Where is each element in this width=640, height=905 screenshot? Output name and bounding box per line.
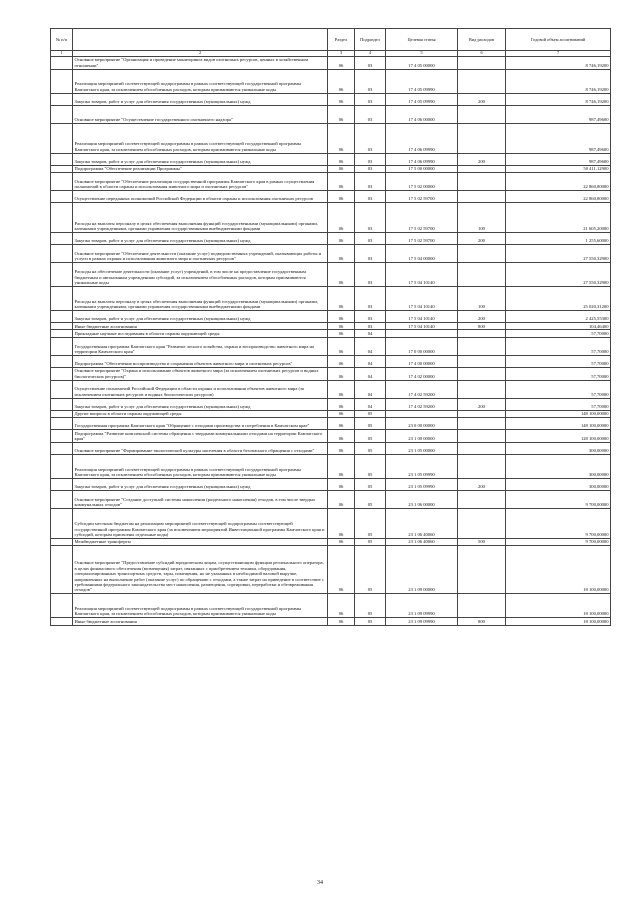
num-cell: [51, 337, 73, 355]
name-cell: Иные бюджетные ассигнования: [73, 323, 328, 330]
expense-cell: 800: [458, 618, 506, 625]
table-row: [51, 508, 611, 538]
amount-cell: 57,70000: [506, 380, 611, 398]
table-row: [51, 323, 611, 330]
podrazdel-cell: 04: [355, 355, 386, 367]
amount-cell: 9 700,00000: [506, 490, 611, 508]
expense-cell: [458, 191, 506, 203]
table-row: [51, 454, 611, 478]
name-cell: Реализация мероприятий соответствующей подпрограммы в рамках соответствующей государственной программы Камчатского края, за исключением обособленных расходов, которым присваиваются уникальные коды: [73, 69, 328, 93]
razdel-cell: 06: [328, 380, 355, 398]
podrazdel-cell: 03: [355, 191, 386, 203]
table-row: [51, 173, 611, 191]
razdel-cell: 06: [328, 538, 355, 545]
amount-cell: 128 100,00000: [506, 430, 611, 443]
razdel-cell: 06: [328, 123, 355, 153]
document-page: [50, 28, 610, 626]
razdel-cell: 06: [328, 442, 355, 454]
razdel-cell: 06: [328, 203, 355, 233]
name-cell: Реализация мероприятий соответствующей подпрограммы в рамках соответствующей государственной программы Камчатского края, за исключением обособленных расходов, которым присваиваются уникальные коды: [73, 454, 328, 478]
podrazdel-cell: 05: [355, 538, 386, 545]
razdel-cell: 06: [328, 508, 355, 538]
num-cell: [51, 508, 73, 538]
expense-cell: 800: [458, 323, 506, 330]
target-cell: 23 1 06 40060: [386, 538, 458, 545]
name-cell: Расходы на выплаты персоналу в целях обеспечения выполнения функций государственными (муниципальными) органами, казенными учреждениями, органами управления государственными внебюджетными фондами: [73, 287, 328, 311]
target-cell: 17 5 04 10140: [386, 323, 458, 330]
header-expense: Вид расходов: [458, 29, 506, 51]
podrazdel-cell: 05: [355, 454, 386, 478]
expense-cell: 200: [458, 153, 506, 165]
razdel-cell: 06: [328, 69, 355, 93]
name-cell: Прикладные научные исследования в области охраны окружающей среды: [73, 330, 328, 337]
name-cell: Межбюджетные трансферты: [73, 538, 328, 545]
header-podrazdel: Подраздел: [355, 29, 386, 51]
razdel-cell: 06: [328, 56, 355, 69]
amount-cell: 50 411,12900: [506, 165, 611, 172]
podrazdel-cell: 05: [355, 546, 386, 594]
target-cell: 17 5 00 00000: [386, 165, 458, 172]
podrazdel-cell: 03: [355, 173, 386, 191]
target-cell: 17 4 05 09990: [386, 69, 458, 93]
target-cell: 17 5 04 10140: [386, 311, 458, 323]
expense-cell: [458, 56, 506, 69]
table-row: [51, 490, 611, 508]
name-cell: Осуществление переданных полномочий Российской Федерации в области охраны и использования охотничьих ресурсов: [73, 191, 328, 203]
expense-cell: 100: [458, 203, 506, 233]
amount-cell: 57,70000: [506, 398, 611, 410]
expense-cell: [458, 330, 506, 337]
podrazdel-cell: 05: [355, 594, 386, 618]
amount-cell: 27 550,32900: [506, 263, 611, 287]
num-cell: [51, 330, 73, 337]
table-row: [51, 105, 611, 123]
target-cell: 17 4 05 09990: [386, 93, 458, 105]
razdel-cell: 06: [328, 367, 355, 380]
target-cell: 17 5 02 59700: [386, 191, 458, 203]
podrazdel-cell: 03: [355, 245, 386, 263]
razdel-cell: 06: [328, 93, 355, 105]
table-row: [51, 380, 611, 398]
name-cell: Основное мероприятие "Обеспечение реализации государственной программы Камчатского края в рамках осуществления полномочий в области охраны и использования животного мира и охотничьих ресурсов": [73, 173, 328, 191]
target-cell: 17 5 02 00000: [386, 173, 458, 191]
header-target: Целевая статья: [386, 29, 458, 51]
target-cell: 17 5 04 10140: [386, 287, 458, 311]
target-cell: [386, 330, 458, 337]
table-row: [51, 311, 611, 323]
name-cell: Расходы на обеспечение деятельности (оказание услуг) учреждений, в том числе на предоставление государственным бюджетным и автономным учреждениям субсидий, за исключением обособленных расходов, которым присваиваются уникальные коды: [73, 263, 328, 287]
target-cell: 17 5 02 59700: [386, 233, 458, 245]
expense-cell: [458, 430, 506, 443]
index-cell: 3: [328, 51, 355, 57]
amount-cell: 57,70000: [506, 355, 611, 367]
expense-cell: 200: [458, 233, 506, 245]
target-cell: 17 5 04 00000: [386, 245, 458, 263]
table-row: [51, 93, 611, 105]
num-cell: [51, 165, 73, 172]
num-cell: [51, 618, 73, 625]
name-cell: Другие вопросы в области охраны окружающей среды: [73, 410, 328, 417]
target-cell: 17 4 06 09990: [386, 123, 458, 153]
table-row: [51, 410, 611, 417]
razdel-cell: 06: [328, 618, 355, 625]
expense-cell: [458, 105, 506, 123]
num-cell: [51, 355, 73, 367]
expense-cell: [458, 69, 506, 93]
table-row: [51, 430, 611, 443]
name-cell: Основное мероприятие "Обеспечение деятельности (оказание услуг) подведомственных учреждений, оказывающих работы и услуги в рамках охраны и использования животного мира и охотничьих ресурсов": [73, 245, 328, 263]
amount-cell: 148 100,00000: [506, 418, 611, 430]
podrazdel-cell: 04: [355, 337, 386, 355]
target-cell: 23 1 06 00000: [386, 490, 458, 508]
num-cell: [51, 105, 73, 123]
amount-cell: 57,70000: [506, 330, 611, 337]
num-cell: [51, 311, 73, 323]
num-cell: [51, 263, 73, 287]
expense-cell: [458, 454, 506, 478]
expense-cell: 200: [458, 93, 506, 105]
name-cell: Подпрограмма "Развитие комплексной системы обращения с твердыми коммунальными отходами на территории Камчатского края": [73, 430, 328, 443]
target-cell: 17 0 00 00000: [386, 337, 458, 355]
table-row: [51, 355, 611, 367]
razdel-cell: 06: [328, 245, 355, 263]
num-cell: [51, 191, 73, 203]
amount-cell: 300,00000: [506, 478, 611, 490]
num-cell: [51, 245, 73, 263]
podrazdel-cell: 05: [355, 442, 386, 454]
amount-cell: 18 100,00000: [506, 618, 611, 625]
amount-cell: 25 020,31200: [506, 287, 611, 311]
table-row: [51, 330, 611, 337]
amount-cell: 1 255,60000: [506, 233, 611, 245]
amount-cell: 104,46400: [506, 323, 611, 330]
razdel-cell: 06: [328, 233, 355, 245]
name-cell: Основное мероприятие "Создание доступной системы накопления (раздельного накопления) отходов, в том числе твердых коммунальных отходов": [73, 490, 328, 508]
name-cell: Осуществление полномочий Российской Федерации в области охраны и использования объектов животного мира (за исключением охотничьих ресурсов и водных биологических ресурсов): [73, 380, 328, 398]
razdel-cell: 06: [328, 323, 355, 330]
razdel-cell: 06: [328, 355, 355, 367]
amount-cell: 300,00000: [506, 442, 611, 454]
name-cell: Реализация мероприятий соответствующей подпрограммы в рамках соответствующей государственной программы Камчатского края, за исключением обособленных расходов, которым присваиваются уникальные коды: [73, 594, 328, 618]
target-cell: 23 1 09 09990: [386, 618, 458, 625]
target-cell: [386, 410, 458, 417]
num-cell: [51, 153, 73, 165]
expense-cell: [458, 418, 506, 430]
num-cell: [51, 418, 73, 430]
podrazdel-cell: 03: [355, 311, 386, 323]
table-row: [51, 69, 611, 93]
name-cell: Закупка товаров, работ и услуг для обеспечения государственных (муниципальных) нужд: [73, 398, 328, 410]
razdel-cell: 06: [328, 454, 355, 478]
podrazdel-cell: 03: [355, 56, 386, 69]
amount-cell: 21 605,20000: [506, 203, 611, 233]
amount-cell: 987,49600: [506, 123, 611, 153]
amount-cell: 18 100,00000: [506, 594, 611, 618]
budget-table: [50, 28, 611, 626]
razdel-cell: 06: [328, 398, 355, 410]
table-row: [51, 546, 611, 594]
podrazdel-cell: 05: [355, 490, 386, 508]
num-cell: [51, 398, 73, 410]
amount-cell: 27 550,32900: [506, 245, 611, 263]
expense-cell: [458, 355, 506, 367]
table-row: [51, 203, 611, 233]
target-cell: 23 0 00 00000: [386, 418, 458, 430]
amount-cell: 2 425,55300: [506, 311, 611, 323]
podrazdel-cell: 03: [355, 287, 386, 311]
expense-cell: [458, 123, 506, 153]
razdel-cell: 06: [328, 430, 355, 443]
expense-cell: [458, 165, 506, 172]
name-cell: Закупка товаров, работ и услуг для обеспечения государственных (муниципальных) нужд: [73, 233, 328, 245]
header-amount: Годовой объем ассигнований: [506, 29, 611, 51]
table-row: [51, 618, 611, 625]
table-row: [51, 442, 611, 454]
table-row: [51, 337, 611, 355]
num-cell: [51, 323, 73, 330]
header-name: [73, 29, 328, 51]
table-row: [51, 153, 611, 165]
name-cell: Основное мероприятие "Формирование экологической культуры населения в области безопасного обращения с отходами": [73, 442, 328, 454]
amount-cell: 22 860,80000: [506, 191, 611, 203]
table-row: [51, 191, 611, 203]
razdel-cell: 06: [328, 418, 355, 430]
name-cell: Закупка товаров, работ и услуг для обеспечения государственных (муниципальных) нужд: [73, 311, 328, 323]
target-cell: 23 1 05 09990: [386, 478, 458, 490]
table-row: [51, 594, 611, 618]
podrazdel-cell: 03: [355, 105, 386, 123]
header-row: [51, 29, 611, 51]
table-row: [51, 165, 611, 172]
expense-cell: [458, 490, 506, 508]
target-cell: 17 4 06 09990: [386, 153, 458, 165]
num-cell: [51, 538, 73, 545]
num-cell: [51, 490, 73, 508]
expense-cell: [458, 442, 506, 454]
name-cell: Расходы на выплаты персоналу в целях обеспечения выполнения функций государственными (муниципальными) органами, казенными учреждениями, органами управления государственными внебюджетными фондами: [73, 203, 328, 233]
razdel-cell: 06: [328, 478, 355, 490]
podrazdel-cell: 05: [355, 618, 386, 625]
expense-cell: [458, 546, 506, 594]
name-cell: Подпрограмма "Обеспечение реализации Программы": [73, 165, 328, 172]
table-row: [51, 398, 611, 410]
amount-cell: 300,00000: [506, 454, 611, 478]
name-cell: Подпрограмма "Обеспечение воспроизводства и сохранения объектов животного мира и охотничьих ресурсов": [73, 355, 328, 367]
podrazdel-cell: 03: [355, 233, 386, 245]
podrazdel-cell: 03: [355, 165, 386, 172]
table-row: [51, 123, 611, 153]
page-number: 34: [317, 880, 323, 886]
amount-cell: 57,70000: [506, 337, 611, 355]
index-cell: 1: [51, 51, 73, 57]
index-cell: 7: [506, 51, 611, 57]
podrazdel-cell: 03: [355, 323, 386, 330]
expense-cell: [458, 173, 506, 191]
target-cell: 17 5 02 59700: [386, 203, 458, 233]
target-cell: 23 1 09 00000: [386, 546, 458, 594]
razdel-cell: 06: [328, 263, 355, 287]
name-cell: Основное мероприятие "Охрана и использование объектов животного мира (за исключением охотничьих ресурсов и водных биологических ресурсов)": [73, 367, 328, 380]
podrazdel-cell: 04: [355, 380, 386, 398]
header-num: № п/п: [51, 29, 73, 51]
amount-cell: 22 860,80000: [506, 173, 611, 191]
index-cell: 2: [73, 51, 328, 57]
num-cell: [51, 56, 73, 69]
num-cell: [51, 69, 73, 93]
table-row: [51, 367, 611, 380]
num-cell: [51, 442, 73, 454]
podrazdel-cell: 04: [355, 398, 386, 410]
num-cell: [51, 203, 73, 233]
expense-cell: [458, 410, 506, 417]
expense-cell: [458, 337, 506, 355]
target-cell: 23 1 05 09990: [386, 454, 458, 478]
target-cell: 17 4 02 00000: [386, 367, 458, 380]
table-row: [51, 287, 611, 311]
num-cell: [51, 233, 73, 245]
podrazdel-cell: 05: [355, 410, 386, 417]
expense-cell: 200: [458, 478, 506, 490]
index-cell: 5: [386, 51, 458, 57]
razdel-cell: 06: [328, 165, 355, 172]
podrazdel-cell: 05: [355, 418, 386, 430]
name-cell: Основное мероприятие "Осуществление государственного охотничьего надзора": [73, 105, 328, 123]
target-cell: 23 1 05 00000: [386, 442, 458, 454]
razdel-cell: 06: [328, 191, 355, 203]
num-cell: [51, 454, 73, 478]
podrazdel-cell: 03: [355, 263, 386, 287]
name-cell: Основное мероприятие "Предоставление субсидий юридическим лицам, осуществляющим функции регионального оператора, в целях финансового обеспечения (возмещения) затрат, связанных с приобретением техники, оборудования, специализированных транспортных средств, тары, помещения, но не указанных в необходимой валовой выручке, направленных на выполнение работ (оказание услуг) по обращению с отходами, а также затрат на приведение в соответствие с требованиями федерального законодательства мест накопления, размещения, сортировки, переработки и обезвреживания отходов": [73, 546, 328, 594]
name-cell: Реализация мероприятий соответствующей подпрограммы в рамках соответствующей государственной программы Камчатского края, за исключением обособленных расходов, которым присваиваются уникальные коды: [73, 123, 328, 153]
amount-cell: 18 100,00000: [506, 546, 611, 594]
podrazdel-cell: 03: [355, 123, 386, 153]
table-row: [51, 538, 611, 545]
table-row: [51, 263, 611, 287]
razdel-cell: 06: [328, 173, 355, 191]
name-cell: Субсидии местным бюджетам на реализацию мероприятий соответствующей подпрограммы соответствующей государственной программы Камчатского края (за исключением мероприятий Инвестиционной программы Камчатского края и субсидий, которым присвоены отдельные коды): [73, 508, 328, 538]
name-cell: Основное мероприятие "Организация и проведение мониторинга видов охотничьих ресурсов, ценных в хозяйственном отношении": [73, 56, 328, 69]
num-cell: [51, 287, 73, 311]
target-cell: 17 4 05 00000: [386, 56, 458, 69]
podrazdel-cell: 05: [355, 478, 386, 490]
num-cell: [51, 367, 73, 380]
expense-cell: [458, 380, 506, 398]
amount-cell: 8 746,19200: [506, 93, 611, 105]
amount-cell: 987,49600: [506, 105, 611, 123]
table-body: [51, 56, 611, 625]
name-cell: Государственная программа Камчатского края "Обращение с отходами производства и потребления в Камчатском крае": [73, 418, 328, 430]
razdel-cell: 06: [328, 546, 355, 594]
num-cell: [51, 380, 73, 398]
razdel-cell: 06: [328, 490, 355, 508]
name-cell: Закупка товаров, работ и услуг для обеспечения государственных (муниципальных) нужд: [73, 478, 328, 490]
razdel-cell: 06: [328, 410, 355, 417]
index-cell: 6: [458, 51, 506, 57]
razdel-cell: 06: [328, 337, 355, 355]
amount-cell: 148 100,00000: [506, 410, 611, 417]
table-row: [51, 478, 611, 490]
podrazdel-cell: 05: [355, 508, 386, 538]
name-cell: Государственная программа Камчатского края "Развитие лесного хозяйства, охрана и воспроизводство животного мира на территории Камчатского края": [73, 337, 328, 355]
expense-cell: [458, 367, 506, 380]
expense-cell: 100: [458, 287, 506, 311]
name-cell: Иные бюджетные ассигнования: [73, 618, 328, 625]
expense-cell: 200: [458, 311, 506, 323]
podrazdel-cell: 03: [355, 69, 386, 93]
razdel-cell: 06: [328, 311, 355, 323]
num-cell: [51, 478, 73, 490]
podrazdel-cell: 03: [355, 153, 386, 165]
amount-cell: 8 746,19200: [506, 56, 611, 69]
amount-cell: 987,49600: [506, 153, 611, 165]
target-cell: 23 1 00 00000: [386, 430, 458, 443]
name-cell: Закупка товаров, работ и услуг для обеспечения государственных (муниципальных) нужд: [73, 153, 328, 165]
podrazdel-cell: 04: [355, 367, 386, 380]
expense-cell: 500: [458, 538, 506, 545]
table-row: [51, 418, 611, 430]
amount-cell: 57,70000: [506, 367, 611, 380]
num-cell: [51, 93, 73, 105]
target-cell: 17 4 00 00000: [386, 355, 458, 367]
table-row: [51, 245, 611, 263]
razdel-cell: 06: [328, 594, 355, 618]
expense-cell: [458, 245, 506, 263]
expense-cell: [458, 508, 506, 538]
target-cell: 17 4 02 59200: [386, 380, 458, 398]
podrazdel-cell: 05: [355, 430, 386, 443]
expense-cell: [458, 263, 506, 287]
razdel-cell: 06: [328, 105, 355, 123]
target-cell: 23 1 06 40060: [386, 508, 458, 538]
num-cell: [51, 410, 73, 417]
podrazdel-cell: 03: [355, 203, 386, 233]
razdel-cell: 06: [328, 287, 355, 311]
num-cell: [51, 173, 73, 191]
target-cell: 17 5 04 10140: [386, 263, 458, 287]
razdel-cell: 06: [328, 153, 355, 165]
amount-cell: 9 700,00000: [506, 508, 611, 538]
target-cell: 17 4 02 59200: [386, 398, 458, 410]
target-cell: 23 1 09 09990: [386, 594, 458, 618]
razdel-cell: 06: [328, 330, 355, 337]
table-row: [51, 233, 611, 245]
amount-cell: 8 746,19200: [506, 69, 611, 93]
podrazdel-cell: 04: [355, 330, 386, 337]
num-cell: [51, 546, 73, 594]
index-cell: 4: [355, 51, 386, 57]
amount-cell: 9 700,00000: [506, 538, 611, 545]
name-cell: Закупка товаров, работ и услуг для обеспечения государственных (муниципальных) нужд: [73, 93, 328, 105]
num-cell: [51, 123, 73, 153]
num-cell: [51, 430, 73, 443]
podrazdel-cell: 03: [355, 93, 386, 105]
num-cell: [51, 594, 73, 618]
header-razdel: Раздел: [328, 29, 355, 51]
table-row: [51, 56, 611, 69]
target-cell: 17 4 06 00000: [386, 105, 458, 123]
expense-cell: [458, 594, 506, 618]
expense-cell: 200: [458, 398, 506, 410]
